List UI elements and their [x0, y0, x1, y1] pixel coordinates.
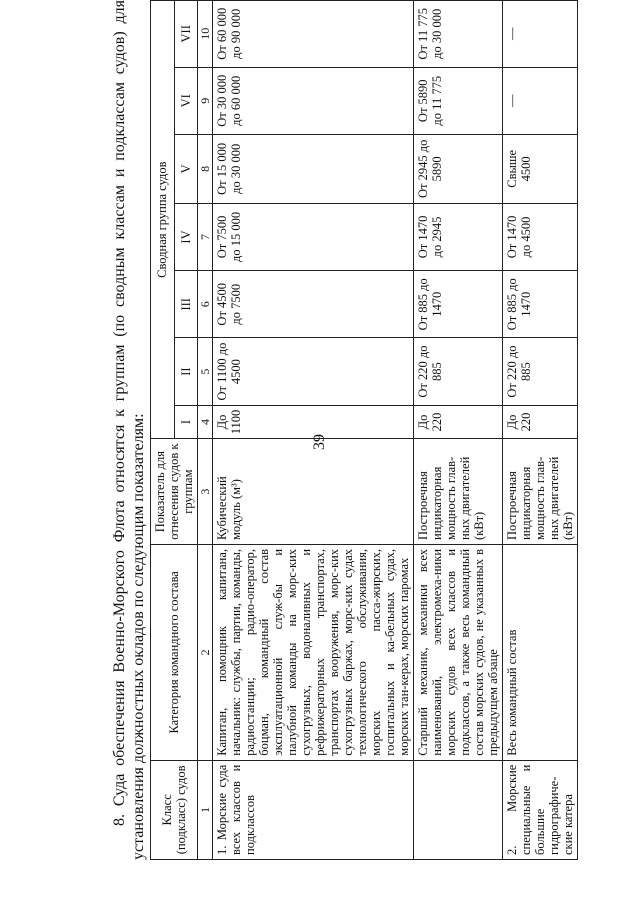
row-indicator: Построечная индикаторная мощность глав-ных двигателей (кВт) — [414, 439, 503, 545]
group-header: VI — [174, 67, 198, 134]
group-header: II — [174, 338, 198, 405]
header-group: Сводная группа судов — [151, 1, 175, 439]
row-value: — — [503, 67, 578, 134]
row-value: До 220 — [414, 405, 503, 439]
intro-text: 8. Суда обеспечения Военно-Морского Флота относятся к группам (по сводным классам и подклассам судов) для установления должностных окладов по следующим показателям: — [111, 0, 147, 860]
row-value: От 220 до 885 — [503, 338, 578, 405]
row-value: — — [503, 1, 578, 68]
row-value: От 1470 до 4500 — [503, 203, 578, 270]
row-value: От 1470 до 2945 — [414, 203, 503, 270]
table-row — [213, 1, 414, 860]
column-number: 9 — [198, 67, 213, 134]
row-category: Старший механик, механики всех наименований, электромеха-ники морских судов всех классов и подклассов, а также весь командный состав морских судов, не указанных в предыдущем абзаце — [414, 544, 503, 760]
page-number: 39 — [311, 434, 328, 450]
row-indicator: Кубический модуль (м³) — [213, 439, 414, 545]
header-category: Категория командного состава — [151, 544, 198, 760]
row-indicator: Построечная индикаторная мощность глав-ных двигателей (кВт) — [503, 439, 578, 545]
row-value: От 7500 до 15 000 — [213, 203, 414, 270]
group-header: IV — [174, 203, 198, 270]
group-header: V — [174, 134, 198, 203]
table-row — [414, 1, 503, 860]
header-class: Класс (подкласс) судов — [151, 760, 198, 859]
row-value: От 1100 до 4500 — [213, 338, 414, 405]
row-value: До 1100 — [213, 405, 414, 439]
intro-paragraph — [110, 0, 148, 860]
row-value: От 30 000 до 60 000 — [213, 67, 414, 134]
row-value: Свыше 4500 — [503, 134, 578, 203]
row-value: От 5890 до 11 775 — [414, 67, 503, 134]
row-value: От 11 775 до 30 000 — [414, 1, 503, 68]
group-header: III — [174, 271, 198, 338]
row-value: От 2945 до 5890 — [414, 134, 503, 203]
row-class — [414, 760, 503, 859]
column-number: 3 — [198, 439, 213, 545]
rotated-content — [96, 0, 640, 860]
header-indicator: Показатель для отнесения судов к группам — [151, 439, 198, 545]
group-header: VII — [174, 1, 198, 68]
row-value: От 885 до 1470 — [414, 271, 503, 338]
row-value: От 220 до 885 — [414, 338, 503, 405]
row-class: 2. Морские специальные и большие гидрографиче-ские катера — [503, 760, 578, 859]
ship-groups-table — [150, 0, 578, 860]
row-value: От 60 000 до 90 000 — [213, 1, 414, 68]
column-number: 10 — [198, 1, 213, 68]
column-number: 2 — [198, 544, 213, 760]
column-number: 1 — [198, 760, 213, 859]
table-row — [503, 1, 578, 860]
row-value: До 220 — [503, 405, 578, 439]
row-value: От 15 000 до 30 000 — [213, 134, 414, 203]
row-value: От 4500 до 7500 — [213, 271, 414, 338]
column-number: 7 — [198, 203, 213, 270]
column-number: 4 — [198, 405, 213, 439]
column-number: 5 — [198, 338, 213, 405]
row-class: 1. Морские суда всех классов и подклассов — [213, 760, 414, 859]
column-number: 6 — [198, 271, 213, 338]
row-value: От 885 до 1470 — [503, 271, 578, 338]
column-number: 8 — [198, 134, 213, 203]
group-header: I — [174, 405, 198, 439]
row-category: Капитан, помощник капитана, начальник: службы, партии, команды, радиостанции; радио-оператор, боцман, командный состав эксплуатационной служ-бы и палубной команды на морс-ких сухогрузных, водоналивных и рефрижераторных транспортах, транспортах вооружения, морс-ких сухогрузных баржах, морс-ких судах технологического обслуживания, морских пасса-жирских, госпитальных и ка-бельных судах, морских тан-керах, морских паромах — [213, 544, 414, 760]
row-category: Весь командный состав — [503, 544, 578, 760]
